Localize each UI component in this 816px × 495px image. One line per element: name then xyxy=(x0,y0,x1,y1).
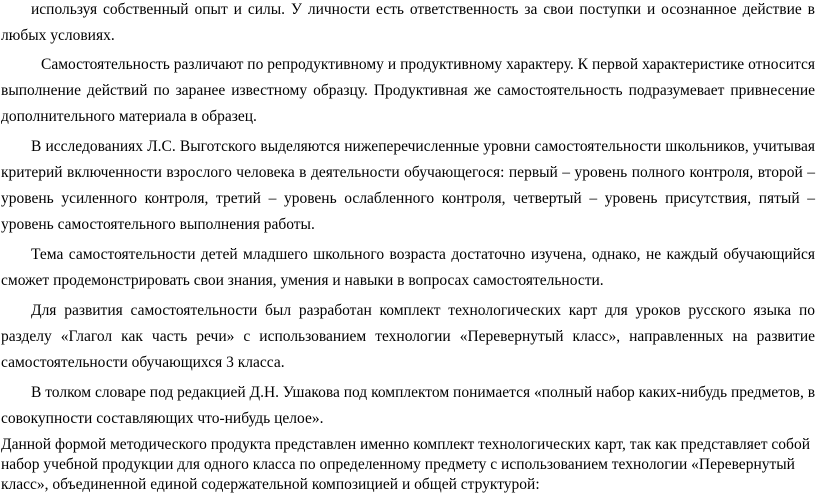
paragraph-ushakov-definition: В толком словаре под редакцией Д.Н. Ушакова под комплектом понимается «полный набор каких-нибудь предметов, в совокупности составляющих что-нибудь целое». xyxy=(1,384,816,427)
paragraph-topic-studied: Тема самостоятельности детей младшего школьного возраста достаточно изучена, однако, не каждый обучающийся сможет продемонстрировать свои знания, умения и навыки в вопросах самостоятельности. xyxy=(1,246,815,289)
paragraph-vygotsky-levels: В исследованиях Л.С. Выготского выделяются нижеперечисленные уровни самостоятельности школьников, учитывая критерий включенности взрослого человека в деятельности обучающегося: первый – уровень полного контроля, второй – уровень усиленного контроля, третий – уровень ослабленного контроля, четвертый – уровень присутствия, пятый – уровень самостоятельного выполнения работы. xyxy=(1,138,815,233)
paragraph-tech-cards-development: Для развития самостоятельности был разработан комплект технологических карт для уроков русского языка по разделу «Глагол как часть речи» с использованием технологии «Перевернутый класс», направленных на развитие самостоятельности обучающихся 3 класса. xyxy=(1,302,815,371)
paragraph-independence-types: Самостоятельность различают по репродуктивному и продуктивному характеру. К первой характеристике относится выполнение действий по заранее известному образцу. Продуктивная же самостоятельность подразумевает привнесение дополнительного материала в образец. xyxy=(1,56,815,125)
paragraph-product-form: Данной формой методического продукта представлен именно комплект технологических карт, так как представляет собой набор учебной продукции для одного класса по определенному предмету с использованием технологии «Перевернутый класс», объединенной единой содержательной композицией и общей структурой: xyxy=(1,436,810,493)
paragraph-personal-responsibility: используя собственный опыт и силы. У личности есть ответственность за свои поступки и осознанное действие в любых условиях. xyxy=(1,1,815,44)
